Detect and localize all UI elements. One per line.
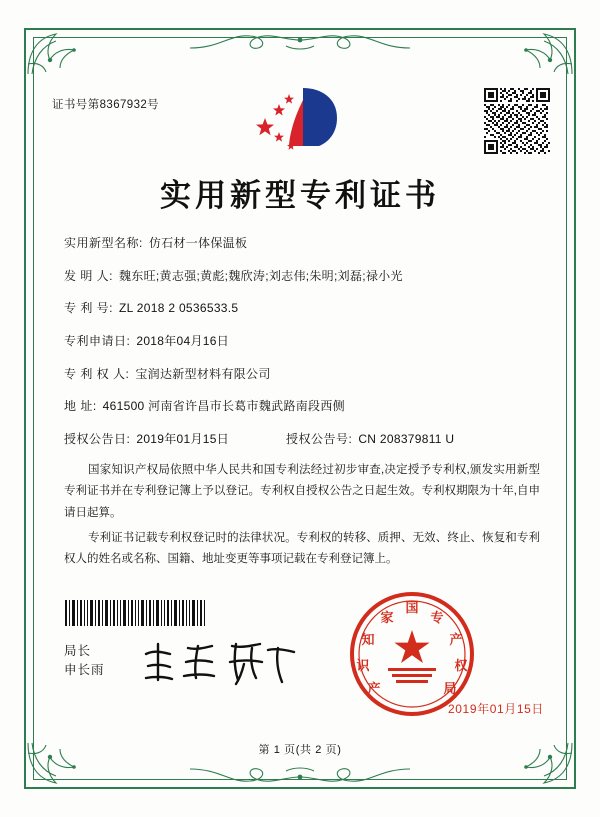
field-row-inventors [64,268,542,284]
field-label: 授权公告号: [286,432,353,447]
legal-text [64,460,540,574]
grant-announcement-number-group [286,431,454,447]
field-value: CN 208379811 U [358,432,455,447]
cnipa-logo-icon [245,82,355,154]
director-name: 申长雨 [64,662,105,677]
field-label: 地 址: [64,399,97,414]
field-value: 2019年01月15日 [136,432,230,447]
director-block [64,642,105,680]
signature-icon [140,638,300,686]
barcode [64,600,206,626]
svg-text:产: 产 [367,682,381,697]
qr-code [484,88,550,154]
svg-text:专: 专 [430,611,444,626]
field-row-patent-number [64,300,542,316]
top-flourish-icon [190,30,410,56]
certificate-number: 证书号第8367932号 [52,99,160,111]
field-value: ZL 2018 2 0536533.5 [119,301,239,316]
field-label: 专 利 权 人: [64,366,130,381]
svg-text:家: 家 [380,611,394,626]
page-title: 实用新型专利证书 [160,178,440,214]
issue-date: 2019年01月15日 [448,702,544,716]
field-row-utility-model-name [64,235,542,251]
field-label: 专利申请日: [64,334,131,349]
svg-text:产: 产 [449,633,463,648]
svg-text:局: 局 [443,682,457,697]
field-row-address [64,398,542,414]
field-row-patentee [64,366,542,382]
legal-paragraph-2: 专利证书记载专利权登记时的法律状况。专利权的转移、质押、无效、终止、恢复和专利权人的姓名或名称、国籍、地址变更等事项记载在专利登记簿上。 [64,531,540,566]
field-label: 实用新型名称: [64,236,143,250]
legal-paragraph-1: 国家知识产权局依照中华人民共和国专利法经过初步审查,决定授予专利权,颁发实用新型专利证书并在专利登记簿上予以登记。专利权自授权公告之日起生效。专利权期限为十年,自申请日起算。 [64,464,540,519]
certificate-content [48,60,552,763]
official-seal [348,590,476,718]
field-label: 专 利 号: [64,301,114,316]
page-footer: 第 1 页(共 2 页) [258,744,342,756]
field-value: 宝润达新型材料有限公司 [135,366,271,381]
bottom-flourish-icon [190,761,410,787]
field-label: 授权公告日: [64,432,131,447]
field-label: 发 明 人: [64,268,114,283]
svg-text:国: 国 [405,601,419,616]
field-value: 461500 河南省许昌市长葛市魏武路南段西侧 [102,399,345,414]
field-value: 魏东旺;黄志强;黄彪;魏欣涛;刘志伟;朱明;刘磊;禄小光 [119,268,403,283]
field-row-application-date [64,333,542,349]
svg-text:权: 权 [454,659,468,674]
field-value: 仿石材一体保温板 [148,236,248,250]
field-row-grant-announcement [64,431,542,447]
field-value: 2018年04月16日 [136,334,230,349]
director-title: 局长 [64,644,92,658]
svg-text:知: 知 [361,633,375,648]
fields-list [64,235,542,464]
svg-text:识: 识 [356,659,370,674]
